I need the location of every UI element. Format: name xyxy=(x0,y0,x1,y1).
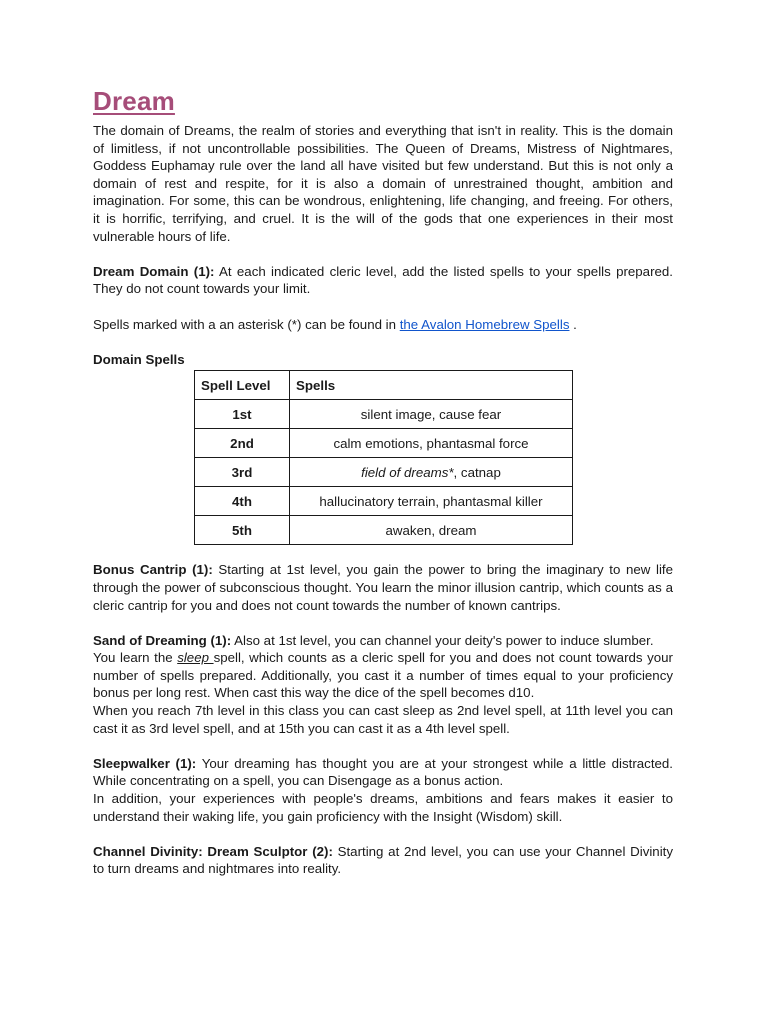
bonus-cantrip-paragraph xyxy=(93,561,673,614)
spells-cell: silent image, cause fear xyxy=(290,400,573,429)
sand-of-dreaming-paragraph-3: When you reach 7th level in this class you can cast sleep as 2nd level spell, at 11th level you can cast it as 3rd level spell, and at 15th you can cast it as a 4th level spell. xyxy=(93,703,673,736)
spells-cell: hallucinatory terrain, phantasmal killer xyxy=(290,487,573,516)
page-title: Dream xyxy=(93,86,175,116)
sand-p2-rest: spell, which counts as a cleric spell for you and does not count towards your number of spells prepared. Additionally, you cast it a number of times equal to your proficiency bonus per long rest. When cast this way the dice of the spell becomes d10. xyxy=(93,650,673,701)
spell-level-cell: 1st xyxy=(195,400,290,429)
table-row xyxy=(195,516,573,545)
document-page xyxy=(93,84,673,878)
sleepwalker-paragraph-2: In addition, your experiences with people's dreams, ambitions and fears makes it easier to understand their waking life, you gain proficiency with the Insight (Wisdom) skill. xyxy=(93,791,673,824)
bonus-cantrip-text: Starting at 1st level, you gain the power to bring the imaginary to new life through the power of subconscious thought. You learn the minor illusion cantrip, which counts as a cleric cantrip for you and does not count towards the number of known cantrips. xyxy=(93,562,673,613)
dream-domain-label: Dream Domain (1): xyxy=(93,263,215,279)
table-header-row xyxy=(195,371,573,400)
spells-cell-italic: field of dreams* xyxy=(361,464,454,480)
table-row xyxy=(195,429,573,458)
table-row xyxy=(195,487,573,516)
spells-cell xyxy=(290,458,573,487)
channel-divinity-paragraph xyxy=(93,843,673,878)
sleep-spell-ref: sleep xyxy=(177,650,214,666)
avalon-spells-link[interactable]: the Avalon Homebrew Spells xyxy=(399,316,570,332)
sand-of-dreaming-paragraph-2 xyxy=(93,649,673,702)
spells-cell: awaken, dream xyxy=(290,516,573,545)
sleepwalker-label: Sleepwalker (1): xyxy=(93,755,197,771)
col-header-level: Spell Level xyxy=(195,371,290,400)
spell-level-cell: 5th xyxy=(195,516,290,545)
domain-spells-table xyxy=(194,370,573,545)
spells-cell-rest: , catnap xyxy=(453,464,501,480)
spells-cell: calm emotions, phantasmal force xyxy=(290,429,573,458)
dream-domain-text: At each indicated cleric level, add the listed spells to your spells prepared. They do not count towards your limit. xyxy=(93,263,673,297)
intro-paragraph: The domain of Dreams, the realm of stories and everything that isn't in reality. This is the domain of limitless, if not uncontrollable possibilities. The Queen of Dreams, Mistress of Nightmares, Goddess Euphamay rule over the land all have visited but few understand. But this is not only a domain of rest and respite, for it is also a domain of unrestrained thought, ambition and imagination. For some, this can be wondrous, enlightening, life changing, and freeing. For others, it is horrific, terrifying, and cruel. It is the will of the gods that one experiences in their most vulnerable hours of life. xyxy=(93,123,673,244)
asterisk-note-prefix: Spells marked with a an asterisk (*) can be found in xyxy=(93,316,400,332)
sand-of-dreaming-paragraph xyxy=(93,632,673,650)
sleepwalker-paragraph xyxy=(93,755,673,790)
bonus-cantrip-label: Bonus Cantrip (1): xyxy=(93,562,213,578)
col-header-spells: Spells xyxy=(290,371,573,400)
spell-level-cell: 2nd xyxy=(195,429,290,458)
dream-domain-paragraph xyxy=(93,263,673,298)
spell-level-cell: 4th xyxy=(195,487,290,516)
sand-of-dreaming-label: Sand of Dreaming (1): xyxy=(93,632,232,648)
domain-spells-heading: Domain Spells xyxy=(93,351,185,367)
asterisk-note-suffix: . xyxy=(569,316,577,332)
asterisk-note xyxy=(93,316,673,334)
sand-p2-prefix: You learn the xyxy=(93,650,178,666)
sleepwalker-text: Your dreaming has thought you are at your strongest while a little distracted. While concentrating on a spell, you can Disengage as a bonus action. xyxy=(93,755,673,789)
channel-divinity-text: Starting at 2nd level, you can use your Channel Divinity to turn dreams and nightmares into reality. xyxy=(93,843,673,877)
table-row xyxy=(195,400,573,429)
channel-divinity-label: Channel Divinity: Dream Sculptor (2): xyxy=(93,843,333,859)
spell-level-cell: 3rd xyxy=(195,458,290,487)
sand-of-dreaming-text: Also at 1st level, you can channel your deity's power to induce slumber. xyxy=(231,632,654,648)
table-row xyxy=(195,458,573,487)
